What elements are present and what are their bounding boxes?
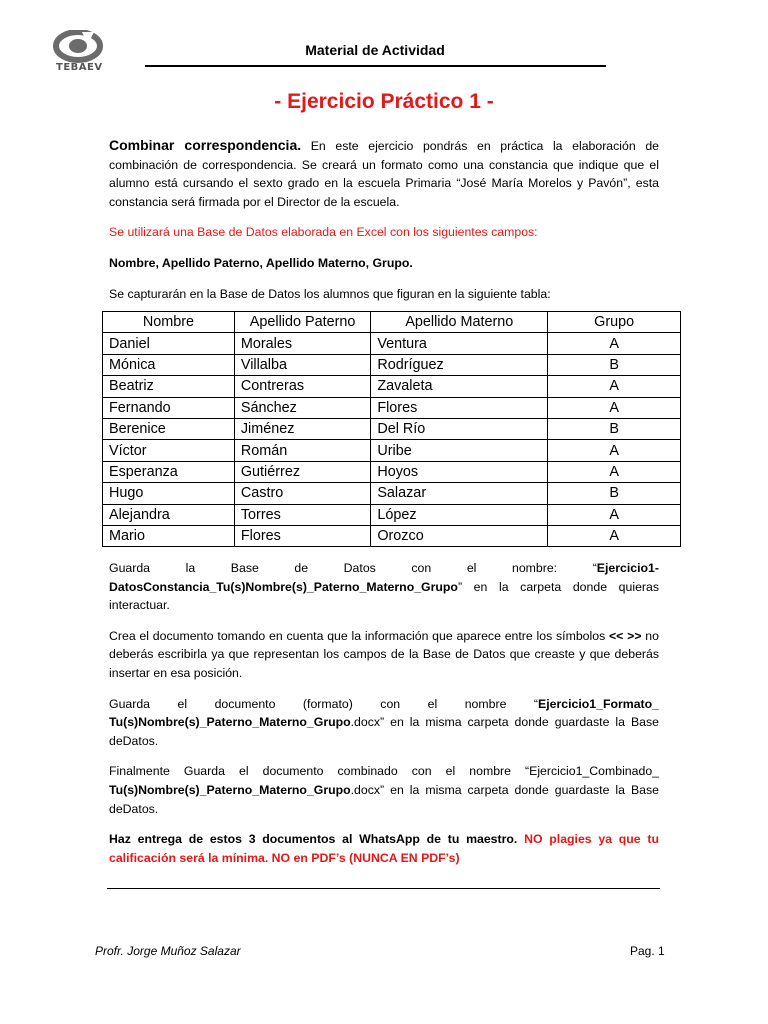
header-title: Material de Actividad xyxy=(305,42,445,58)
table-cell: B xyxy=(548,354,681,375)
table-cell: Uribe xyxy=(371,440,548,461)
table-header-cell: Nombre xyxy=(103,312,235,333)
table-cell: A xyxy=(548,397,681,418)
table-cell: A xyxy=(548,376,681,397)
intro-lead: Combinar correspondencia. xyxy=(109,137,302,153)
table-row xyxy=(103,525,681,546)
table-cell: Hugo xyxy=(103,483,235,504)
table-cell: Jiménez xyxy=(234,418,370,439)
table-cell: Hoyos xyxy=(371,461,548,482)
footer-author: Profr. Jorge Muñoz Salazar xyxy=(95,944,241,958)
document-title: - Ejercicio Práctico 1 - xyxy=(274,90,494,113)
save-format-paragraph xyxy=(109,695,659,751)
create-doc-symbols: << >> xyxy=(609,628,642,643)
header-divider xyxy=(145,65,606,67)
table-row xyxy=(103,440,681,461)
db-note: Se utilizará una Base de Datos elaborada en Excel con los siguientes campos: xyxy=(109,225,538,240)
table-row xyxy=(103,397,681,418)
save-db-pre: Guarda la Base de Datos con el nombre: “ xyxy=(109,561,597,575)
table-cell: Castro xyxy=(234,483,370,504)
save-db-post: ” en la carpeta donde quieras interactuar. xyxy=(109,579,659,613)
table-cell: A xyxy=(548,333,681,354)
save-format-post: .docx” en la misma carpeta donde guardaste la Base deDatos. xyxy=(109,715,659,748)
table-cell: Alejandra xyxy=(103,504,235,525)
table-cell: Zavaleta xyxy=(371,376,548,397)
table-cell: A xyxy=(548,525,681,546)
table-cell: A xyxy=(548,440,681,461)
fields-list: Nombre, Apellido Paterno, Apellido Materno, Grupo. xyxy=(109,255,413,270)
table-cell: Flores xyxy=(371,397,548,418)
table-cell: Sánchez xyxy=(234,397,370,418)
save-combined-post: .docx” en la misma carpeta donde guardaste la Base deDatos. xyxy=(109,782,659,816)
table-cell: Rodríguez xyxy=(371,354,548,375)
intro-paragraph xyxy=(109,136,659,211)
table-cell: Esperanza xyxy=(103,461,235,482)
table-row xyxy=(103,333,681,354)
table-cell: Mario xyxy=(103,525,235,546)
table-cell: Morales xyxy=(234,333,370,354)
create-doc-post: no deberás escribirla ya que representan los campos de la Base de Datos que creaste y que deberás insertar en esa posición. xyxy=(109,628,659,680)
save-db-paragraph xyxy=(109,559,659,615)
table-cell: Beatriz xyxy=(103,376,235,397)
create-doc-paragraph xyxy=(109,627,659,683)
table-cell: Torres xyxy=(234,504,370,525)
table-cell: Román xyxy=(234,440,370,461)
delivery-warning: NO plagies ya que tu calificación será la mínima. NO en PDF’s (NUNCA EN PDF’s) xyxy=(109,832,659,865)
table-cell: Del Río xyxy=(371,418,548,439)
table-header-cell: Apellido Materno xyxy=(371,312,548,333)
table-header-cell: Grupo xyxy=(548,312,681,333)
delivery-paragraph xyxy=(109,830,659,867)
table-row xyxy=(103,504,681,525)
table-cell: B xyxy=(548,418,681,439)
table-cell: Salazar xyxy=(371,483,548,504)
students-table xyxy=(102,311,681,547)
save-combined-filename: Tu(s)Nombre(s)_Paterno_Materno_Grupo xyxy=(109,782,351,797)
table-row xyxy=(103,376,681,397)
table-cell: Daniel xyxy=(103,333,235,354)
save-combined-paragraph xyxy=(109,762,659,818)
table-cell: Contreras xyxy=(234,376,370,397)
save-db-filename: Ejercicio1-DatosConstancia_Tu(s)Nombre(s)_Paterno_Materno_Grupo xyxy=(109,561,659,594)
table-cell: B xyxy=(548,483,681,504)
capture-note: Se capturarán en la Base de Datos los alumnos que figuran en la siguiente tabla: xyxy=(109,286,551,301)
save-format-filename: Ejercicio1_Formato_ Tu(s)Nombre(s)_Paterno_Materno_Grupo xyxy=(109,696,659,730)
table-cell: A xyxy=(548,504,681,525)
save-combined-pre: Finalmente Guarda el documento combinado con el nombre “Ejercicio1_Combinado_ xyxy=(109,764,659,779)
table-cell: Flores xyxy=(234,525,370,546)
create-doc-pre: Crea el documento tomando en cuenta que la información que aparece entre los símbolos xyxy=(109,628,609,643)
logo-text: TEBAEV xyxy=(56,62,103,73)
intro-section xyxy=(109,136,659,315)
table-cell: Orozco xyxy=(371,525,548,546)
table-cell: A xyxy=(548,461,681,482)
table-cell: Ventura xyxy=(371,333,548,354)
table-cell: Fernando xyxy=(103,397,235,418)
table-row xyxy=(103,483,681,504)
table-row xyxy=(103,418,681,439)
table-cell: Mónica xyxy=(103,354,235,375)
intro-text: En este ejercicio pondrás en práctica la elaboración de combinación de correspondencia. Se creará un formato como una constancia que indique que el alumno está cursando el sexto grado en la escuela Primaria “José María Morelos y Pavón”, esta constancia será firmada por el Director de la escuela. xyxy=(109,139,659,209)
table-cell: Gutiérrez xyxy=(234,461,370,482)
table-cell: López xyxy=(371,504,548,525)
footer-divider xyxy=(107,888,660,889)
table-cell: Villalba xyxy=(234,354,370,375)
table-header-cell: Apellido Paterno xyxy=(234,312,370,333)
delivery-text: Haz entrega de estos 3 documentos al WhatsApp de tu maestro. xyxy=(109,832,525,847)
save-format-pre: Guarda el documento (formato) con el nombre “ xyxy=(109,696,539,711)
table-row xyxy=(103,461,681,482)
table-row xyxy=(103,354,681,375)
table-cell: Víctor xyxy=(103,440,235,461)
table-cell: Berenice xyxy=(103,418,235,439)
table-header-row xyxy=(103,312,681,333)
footer-page-number: Pag. 1 xyxy=(630,944,665,958)
instructions-section xyxy=(109,559,659,879)
